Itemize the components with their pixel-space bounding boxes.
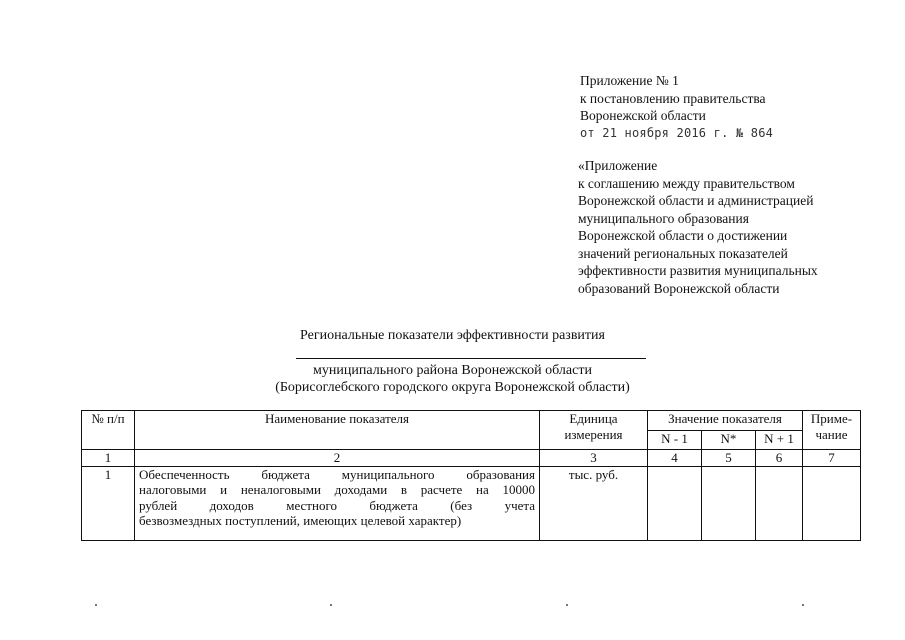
row-value-n-plus: [756, 466, 803, 540]
header-unit: Единица измерения: [540, 411, 648, 450]
agreement-line: значений региональных показателей: [578, 245, 788, 261]
header-n: N*: [702, 431, 756, 450]
column-number-row: [82, 450, 861, 467]
appendix-block: [580, 72, 773, 142]
row-note: [803, 466, 861, 540]
agreement-line: муниципального образования: [578, 210, 749, 226]
header-n-minus: N - 1: [648, 431, 702, 450]
appendix-line: к постановлению правительства: [580, 90, 766, 106]
header-value-group: Значение показателя: [648, 411, 803, 431]
scan-speck: [95, 604, 97, 606]
indicator-line: налоговыми и неналоговыми доходами в расчете на 10000: [139, 482, 535, 497]
row-value-n: [702, 466, 756, 540]
document-title: Региональные показатели эффективности развития: [300, 328, 605, 343]
header-num: № п/п: [82, 411, 135, 450]
row-num: 1: [82, 466, 135, 540]
agreement-line: образований Воронежской области: [578, 280, 780, 296]
indicators-table: [81, 410, 861, 541]
col-number: 4: [648, 450, 702, 467]
appendix-date-number: от 21 ноября 2016 г. № 864: [580, 125, 774, 140]
appendix-line: Приложение № 1: [580, 73, 679, 88]
header-name: Наименование показателя: [135, 411, 540, 450]
indicator-line: рублей доходов местного бюджета (без учета: [139, 497, 535, 513]
col-number: 1: [82, 450, 135, 467]
agreement-line: Воронежской области о достижении: [578, 228, 788, 243]
agreement-line: эффективности развития муниципальных: [578, 263, 818, 278]
row-value-n-minus: [648, 466, 702, 540]
indicator-line: Обеспеченность бюджета муниципального образования: [139, 466, 535, 482]
agreement-line: «Приложение: [578, 158, 658, 173]
row-unit: тыс. руб.: [540, 466, 648, 540]
scan-speck: [802, 604, 804, 606]
col-number: 5: [702, 450, 756, 467]
col-number: 7: [803, 450, 861, 467]
header-note: Приме- чание: [803, 411, 861, 450]
table-row: [82, 466, 861, 540]
fill-in-line: [296, 358, 646, 359]
appendix-line: Воронежской области: [580, 108, 706, 123]
agreement-line: к соглашению между правительством: [578, 175, 795, 191]
indicator-line: безвозмездных поступлений, имеющих целевой характер): [139, 513, 462, 528]
row-indicator-name: [135, 466, 540, 540]
scan-speck: [566, 604, 568, 606]
header-n-plus: N + 1: [756, 431, 803, 450]
col-number: 2: [135, 450, 540, 467]
col-number: 6: [756, 450, 803, 467]
header-row: [82, 411, 861, 431]
scan-speck: [330, 604, 332, 606]
col-number: 3: [540, 450, 648, 467]
document-subtitle-2: (Борисоглебского городского округа Воронежской области): [275, 380, 630, 395]
agreement-line: Воронежской области и администрацией: [578, 193, 814, 208]
agreement-appendix-block: [578, 157, 878, 297]
document-subtitle: муниципального района Воронежской области: [313, 363, 592, 378]
